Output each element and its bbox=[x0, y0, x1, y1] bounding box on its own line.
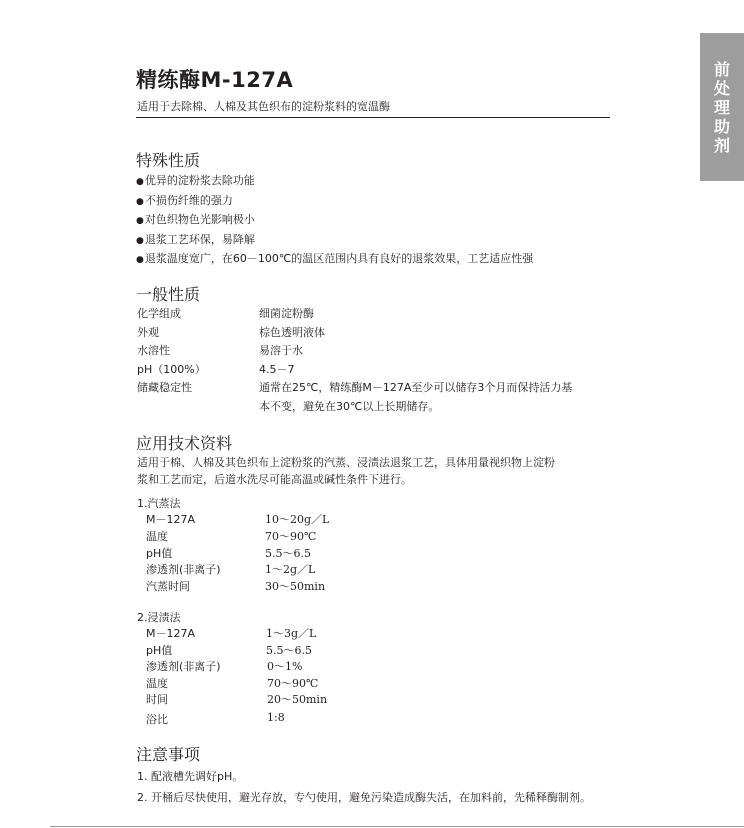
steam-method-title: 1.汽蒸法 bbox=[137, 497, 181, 510]
list-item: ● 对色织物色光影响极小 bbox=[136, 211, 533, 231]
prop-value: 4.5－7 bbox=[259, 362, 295, 376]
param-value: 5.5～6.5 bbox=[265, 547, 311, 560]
list-item: ● 优异的淀粉浆去除功能 bbox=[136, 172, 533, 192]
param-value: 70～90℃ bbox=[267, 677, 319, 690]
prop-key: pH（100%） bbox=[137, 362, 206, 376]
prop-key: 化学组成 bbox=[137, 307, 181, 320]
prop-key: 水溶性 bbox=[137, 344, 170, 357]
side-tab-char: 助 bbox=[713, 116, 730, 136]
list-item: ● 不损伤纤维的强力 bbox=[136, 192, 533, 212]
notes-list bbox=[137, 766, 591, 808]
notes-heading: 注意事项 bbox=[136, 745, 201, 764]
param-key: 汽蒸时间 bbox=[146, 580, 190, 593]
param-value: 70～90℃ bbox=[265, 530, 317, 543]
special-heading: 特殊性质 bbox=[136, 151, 201, 170]
paragraph-line: 浆和工艺而定，后道水洗尽可能高温或碱性条件下进行。 bbox=[137, 473, 412, 486]
prop-value-continued: 本不变，避免在30℃以上长期储存。 bbox=[259, 399, 440, 413]
param-value: 1～2g／L bbox=[265, 563, 316, 576]
product-subtitle: 适用于去除棉、人棉及其色织布的淀粉浆料的宽温酶 bbox=[137, 100, 390, 113]
list-item: 2. 开桶后尽快使用，避光存放，专勺使用，避免污染造成酶失活，在加料前，先稀释酶制剂。 bbox=[137, 791, 591, 804]
param-key: 浴比 bbox=[146, 713, 168, 726]
param-value: 30～50min bbox=[265, 580, 326, 593]
param-value: 1:8 bbox=[267, 711, 285, 724]
param-key: 温度 bbox=[146, 677, 168, 690]
param-key: pH值 bbox=[146, 644, 173, 657]
side-tab-char: 理 bbox=[713, 97, 730, 117]
category-side-tab bbox=[700, 33, 744, 181]
side-tab-char: 处 bbox=[713, 78, 730, 98]
prop-value: 易溶于水 bbox=[259, 344, 303, 357]
prop-value: 棕色透明液体 bbox=[259, 325, 325, 339]
general-heading: 一般性质 bbox=[136, 285, 201, 304]
application-paragraph bbox=[137, 454, 555, 488]
prop-value: 细菌淀粉酶 bbox=[259, 307, 314, 320]
application-heading: 应用技术资料 bbox=[136, 434, 233, 453]
side-tab-char: 剂 bbox=[713, 135, 730, 155]
prop-value: 通常在25℃，精练酶M－127A至少可以储存3个月而保持活力基 bbox=[259, 381, 573, 394]
dip-method-title: 2.浸渍法 bbox=[137, 611, 181, 624]
param-key: 时间 bbox=[146, 693, 168, 706]
param-key: 渗透剂(非离子) bbox=[146, 660, 221, 673]
param-value: 10～20g／L bbox=[265, 513, 330, 526]
param-value: 0～1% bbox=[267, 660, 303, 673]
param-key: 温度 bbox=[146, 530, 168, 543]
param-key: M－127A bbox=[146, 513, 196, 526]
special-list bbox=[136, 172, 533, 270]
title-divider bbox=[136, 117, 610, 118]
paragraph-line: 适用于棉、人棉及其色织布上淀粉浆的汽蒸、浸渍法退浆工艺，具体用量视织物上淀粉 bbox=[137, 456, 555, 469]
param-value: 1～3g／L bbox=[266, 627, 317, 640]
list-item: ● 退浆温度宽广，在60－100℃的温区范围内具有良好的退浆效果，工艺适应性强 bbox=[136, 250, 533, 270]
param-key: 渗透剂(非离子) bbox=[146, 563, 221, 576]
prop-key: 储藏稳定性 bbox=[137, 381, 192, 394]
footer-divider bbox=[50, 826, 744, 827]
param-key: pH值 bbox=[146, 547, 173, 560]
prop-key: 外观 bbox=[137, 325, 159, 339]
product-title: 精练酶M-127A bbox=[136, 68, 294, 92]
param-key: M－127A bbox=[146, 627, 196, 640]
list-item: 1. 配液槽先调好pH。 bbox=[137, 770, 244, 783]
param-value: 20～50min bbox=[267, 693, 328, 706]
param-value: 5.5～6.5 bbox=[266, 644, 312, 657]
list-item: ● 退浆工艺环保，易降解 bbox=[136, 231, 533, 251]
side-tab-char: 前 bbox=[713, 59, 730, 79]
